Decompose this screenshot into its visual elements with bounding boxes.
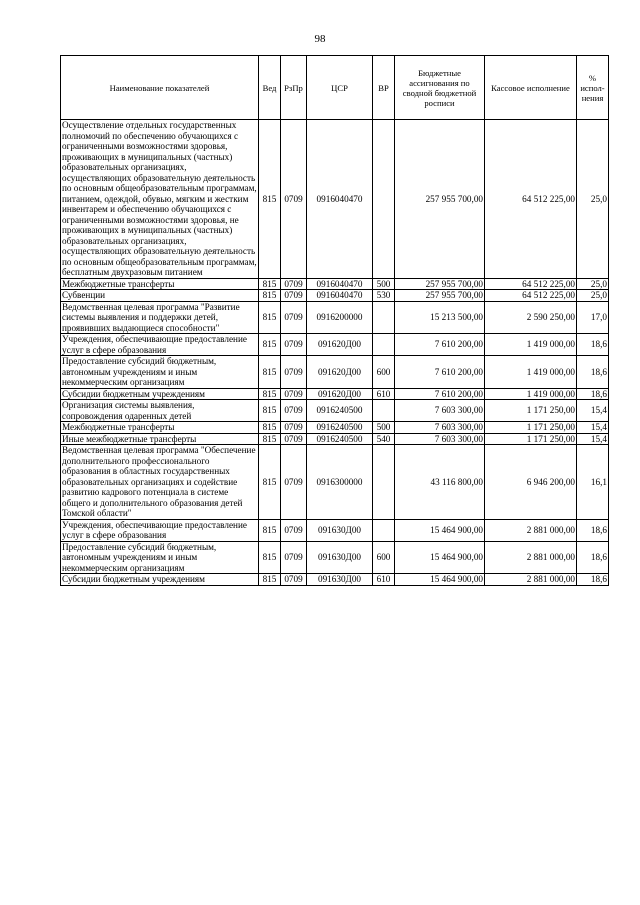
- row-budget: 257 955 700,00: [395, 290, 485, 302]
- row-percent: 25,0: [577, 120, 609, 279]
- row-ved: 815: [259, 334, 281, 356]
- row-name: Иные межбюджетные трансферты: [61, 433, 259, 445]
- row-budget: 7 610 200,00: [395, 334, 485, 356]
- row-vr: 600: [373, 356, 395, 389]
- table-row: [61, 290, 609, 302]
- row-name: Ведомственная целевая программа "Развитие системы выявления и поддержки детей, проявивших выдающиеся способности": [61, 301, 259, 334]
- row-name: Субвенции: [61, 290, 259, 302]
- row-ved: 815: [259, 400, 281, 422]
- row-budget: 7 610 200,00: [395, 388, 485, 400]
- row-budget: 43 116 800,00: [395, 445, 485, 520]
- row-csr: 0916240500: [307, 433, 373, 445]
- row-budget: 7 610 200,00: [395, 356, 485, 389]
- table-row: [61, 574, 609, 586]
- row-csr: 0916040470: [307, 290, 373, 302]
- row-ved: 815: [259, 356, 281, 389]
- row-ved: 815: [259, 278, 281, 290]
- table-row: [61, 301, 609, 334]
- row-ved: 815: [259, 301, 281, 334]
- row-csr: 091620Д00: [307, 356, 373, 389]
- row-cash: 64 512 225,00: [485, 278, 577, 290]
- row-ved: 815: [259, 433, 281, 445]
- row-csr: 0916240500: [307, 400, 373, 422]
- row-vr: 610: [373, 388, 395, 400]
- row-cash: 6 946 200,00: [485, 445, 577, 520]
- row-budget: 7 603 300,00: [395, 433, 485, 445]
- table-row: [61, 422, 609, 434]
- row-csr: 0916040470: [307, 278, 373, 290]
- header-vr: ВР: [373, 56, 395, 120]
- row-rzpr: 0709: [281, 422, 307, 434]
- row-rzpr: 0709: [281, 400, 307, 422]
- row-percent: 17,0: [577, 301, 609, 334]
- row-percent: 18,6: [577, 519, 609, 541]
- row-vr: [373, 301, 395, 334]
- table-header-row: [61, 56, 609, 120]
- row-csr: 091630Д00: [307, 541, 373, 574]
- row-vr: 500: [373, 278, 395, 290]
- row-name: Осуществление отдельных государственных полномочий по обеспечению обучающихся с ограниченными возможностями здоровья, проживающих в муниципальных (частных) образовательных организациях, осуществляющих образовательную деятельность по основным общеобразовательным программам, питанием, одеждой, обувью, мягким и жестким инвентарем и обеспечению обучающихся с ограниченными возможностями здоровья, не проживающих в муниципальных (частных) образовательных организациях, осуществляющих образовательную деятельность по основным общеобразовательным программам, бесплатным двухразовым питанием: [62, 120, 257, 277]
- row-name: Субсидии бюджетным учреждениям: [61, 574, 259, 586]
- row-budget: 15 464 900,00: [395, 519, 485, 541]
- row-percent: 25,0: [577, 290, 609, 302]
- row-ved: 815: [259, 422, 281, 434]
- table-row: [61, 356, 609, 389]
- row-name: Учреждения, обеспечивающие предоставление услуг в сфере образования: [61, 519, 259, 541]
- row-budget: 15 213 500,00: [395, 301, 485, 334]
- row-name: Межбюджетные трансферты: [61, 278, 259, 290]
- row-percent: 16,1: [577, 445, 609, 520]
- row-percent: 15,4: [577, 433, 609, 445]
- row-vr: [373, 400, 395, 422]
- header-ved: Вед: [259, 56, 281, 120]
- budget-table: [60, 55, 609, 586]
- table-row: [61, 400, 609, 422]
- row-percent: 15,4: [577, 400, 609, 422]
- row-rzpr: 0709: [281, 301, 307, 334]
- header-budget: Бюджетные ассигнования по сводной бюджетной росписи: [395, 56, 485, 120]
- row-csr: 0916200000: [307, 301, 373, 334]
- row-vr: [373, 519, 395, 541]
- table-row: [61, 388, 609, 400]
- row-ved: 815: [259, 388, 281, 400]
- row-cash: 2 881 000,00: [485, 519, 577, 541]
- row-rzpr: 0709: [281, 278, 307, 290]
- row-budget: 257 955 700,00: [395, 120, 485, 279]
- row-cash: 1 419 000,00: [485, 334, 577, 356]
- row-name: Ведомственная целевая программа "Обеспечение дополнительного профессионального образования в областных государственных образовательных организациях и содействие развитию кадрового потенциала в системе общего и дополнительного образования детей Томской области": [61, 445, 259, 520]
- row-vr: [373, 445, 395, 520]
- table-row: [61, 445, 609, 520]
- row-rzpr: 0709: [281, 356, 307, 389]
- row-csr: 0916240500: [307, 422, 373, 434]
- row-budget: 15 464 900,00: [395, 541, 485, 574]
- row-ved: 815: [259, 541, 281, 574]
- table-row: [61, 278, 609, 290]
- row-ved: 815: [259, 519, 281, 541]
- row-ved: 815: [259, 445, 281, 520]
- row-percent: 25,0: [577, 278, 609, 290]
- row-percent: 18,6: [577, 334, 609, 356]
- row-cash: 1 419 000,00: [485, 356, 577, 389]
- row-vr: [373, 120, 395, 279]
- row-percent: 18,6: [577, 356, 609, 389]
- row-percent: 18,6: [577, 388, 609, 400]
- row-cash: 2 590 250,00: [485, 301, 577, 334]
- row-vr: [373, 334, 395, 356]
- row-rzpr: 0709: [281, 120, 307, 279]
- row-rzpr: 0709: [281, 541, 307, 574]
- row-budget: 257 955 700,00: [395, 278, 485, 290]
- header-name: Наименование показателей: [61, 56, 259, 120]
- row-cash: 2 881 000,00: [485, 541, 577, 574]
- row-ved: 815: [259, 120, 281, 279]
- row-vr: 540: [373, 433, 395, 445]
- row-cash: 1 171 250,00: [485, 422, 577, 434]
- row-budget: 7 603 300,00: [395, 422, 485, 434]
- row-percent: 15,4: [577, 422, 609, 434]
- row-vr: 530: [373, 290, 395, 302]
- row-vr: 500: [373, 422, 395, 434]
- row-csr: 0916040470: [307, 120, 373, 279]
- table-row: [61, 334, 609, 356]
- row-name: Субсидии бюджетным учреждениям: [61, 388, 259, 400]
- row-percent: 18,6: [577, 574, 609, 586]
- row-rzpr: 0709: [281, 445, 307, 520]
- row-budget: 7 603 300,00: [395, 400, 485, 422]
- row-rzpr: 0709: [281, 290, 307, 302]
- row-vr: 610: [373, 574, 395, 586]
- row-name: Организация системы выявления, сопровождения одаренных детей: [61, 400, 259, 422]
- row-rzpr: 0709: [281, 334, 307, 356]
- row-rzpr: 0709: [281, 574, 307, 586]
- row-name: Предоставление субсидий бюджетным, автономным учреждениям и иным некоммерческим организациям: [61, 541, 259, 574]
- row-ved: 815: [259, 574, 281, 586]
- row-cash: 2 881 000,00: [485, 574, 577, 586]
- row-csr: 091630Д00: [307, 519, 373, 541]
- page-number: 98: [314, 33, 326, 45]
- row-name: Межбюджетные трансферты: [61, 422, 259, 434]
- row-csr: 091620Д00: [307, 334, 373, 356]
- row-budget: 15 464 900,00: [395, 574, 485, 586]
- row-cash: 64 512 225,00: [485, 120, 577, 279]
- header-csr: ЦСР: [307, 56, 373, 120]
- table-row: [61, 541, 609, 574]
- row-cash: 1 419 000,00: [485, 388, 577, 400]
- row-rzpr: 0709: [281, 433, 307, 445]
- row-cash: 1 171 250,00: [485, 400, 577, 422]
- row-cash: 1 171 250,00: [485, 433, 577, 445]
- header-percent: % испол-нения: [577, 56, 609, 120]
- header-rzpr: РзПр: [281, 56, 307, 120]
- row-rzpr: 0709: [281, 519, 307, 541]
- row-rzpr: 0709: [281, 388, 307, 400]
- row-name: Предоставление субсидий бюджетным, автономным учреждениям и иным некоммерческим организациям: [61, 356, 259, 389]
- row-vr: 600: [373, 541, 395, 574]
- row-ved: 815: [259, 290, 281, 302]
- row-name: Учреждения, обеспечивающие предоставление услуг в сфере образования: [61, 334, 259, 356]
- table-row: [61, 433, 609, 445]
- table-row: [61, 120, 609, 279]
- row-cash: 64 512 225,00: [485, 290, 577, 302]
- header-cash: Кассовое исполнение: [485, 56, 577, 120]
- row-csr: 091620Д00: [307, 388, 373, 400]
- row-percent: 18,6: [577, 541, 609, 574]
- table-row: [61, 519, 609, 541]
- row-csr: 091630Д00: [307, 574, 373, 586]
- row-csr: 0916300000: [307, 445, 373, 520]
